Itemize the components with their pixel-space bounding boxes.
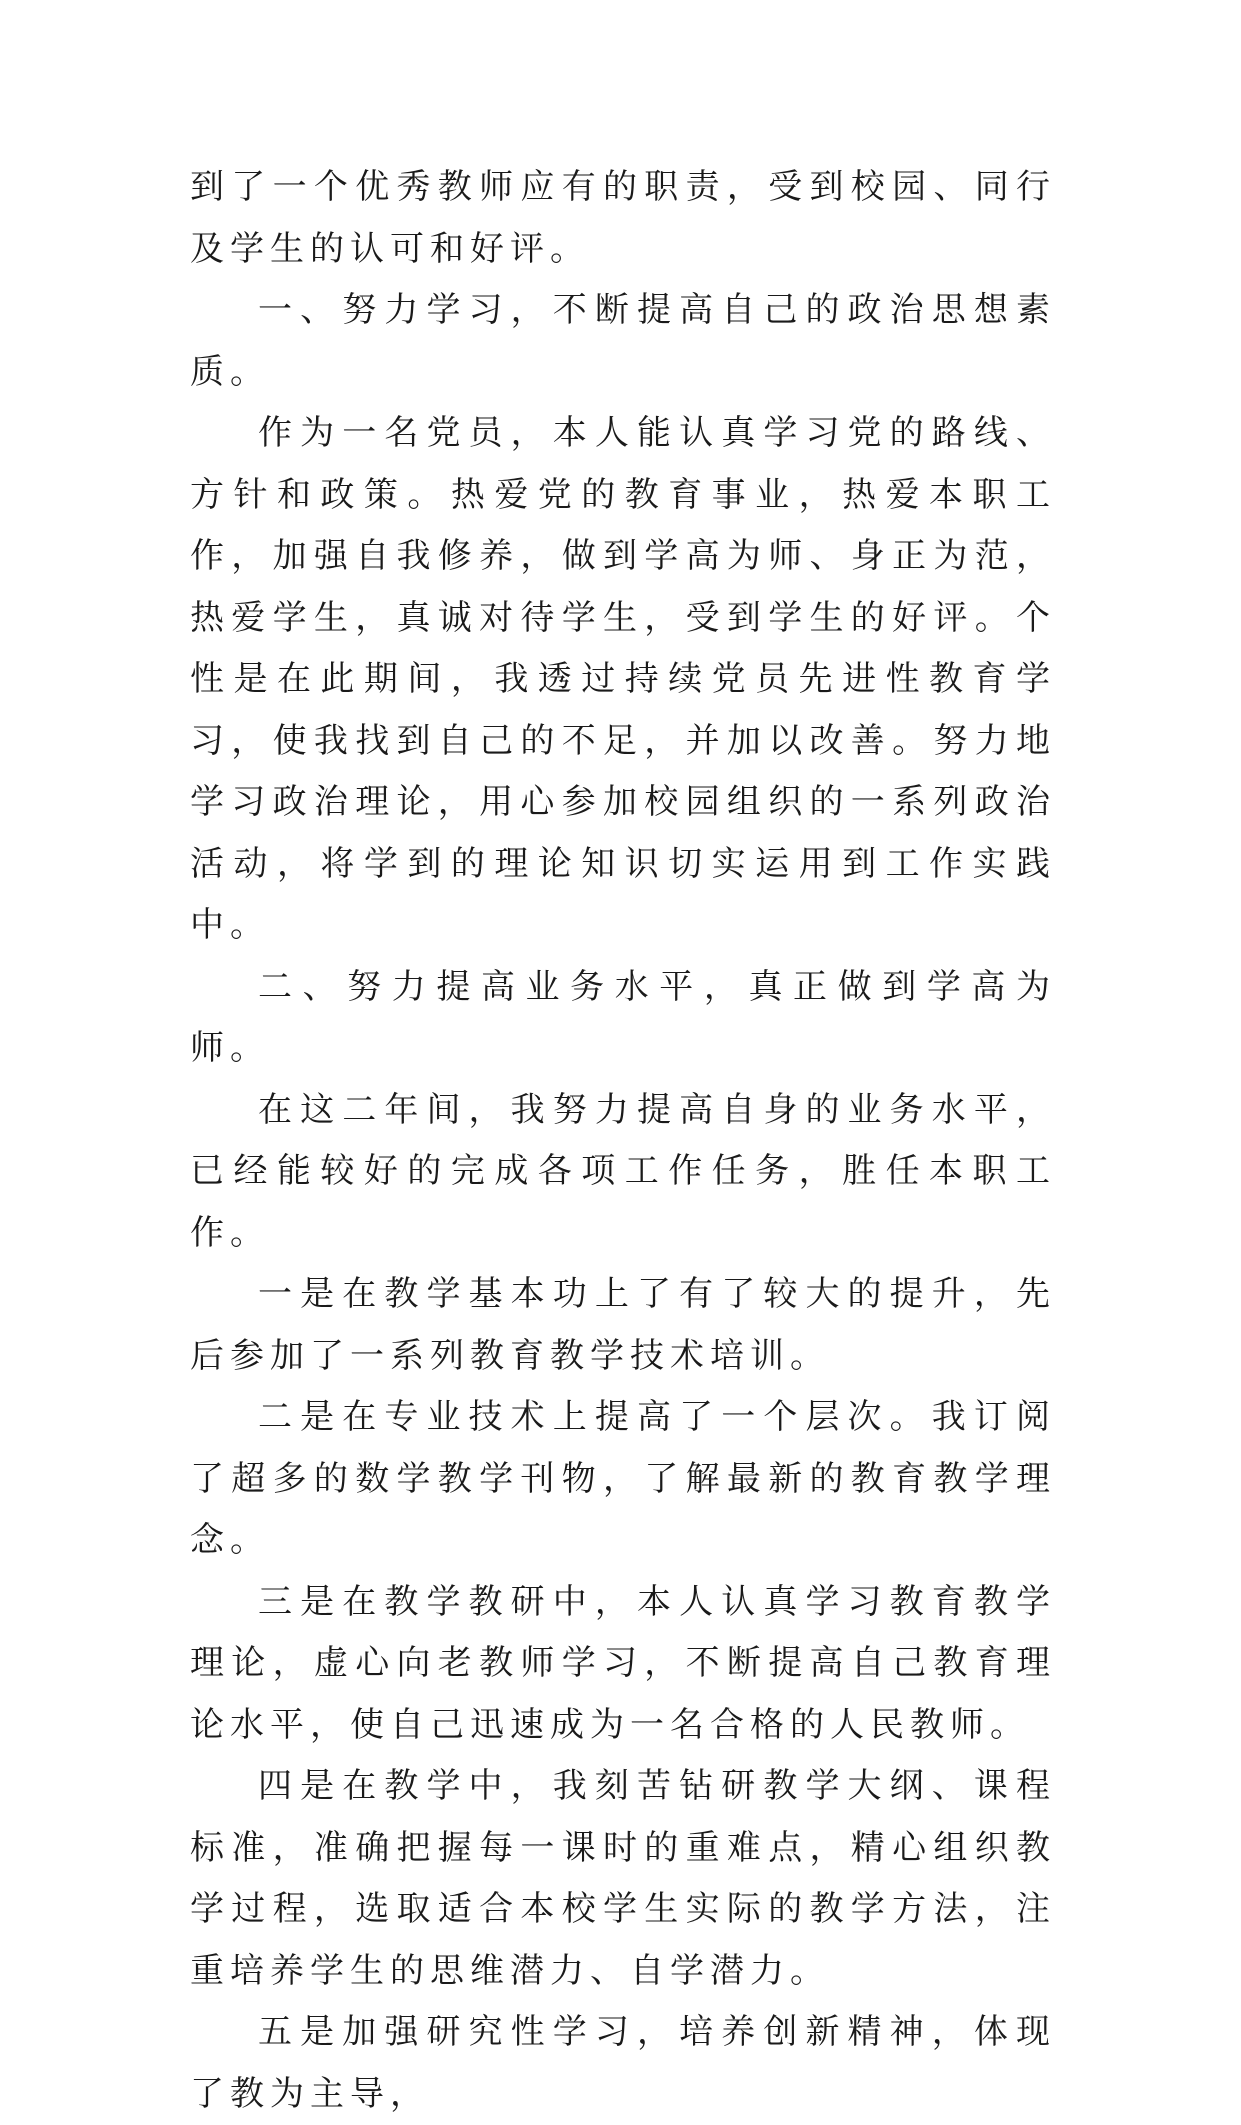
paragraph-point-1: 一是在教学基本功上了有了较大的提升，先后参加了一系列教育教学技术培训。	[190, 1274, 1056, 1376]
paragraph-point-4: 四是在教学中，我刻苦钻研教学大纲、课程标准，准确把握每一课时的重难点，精心组织教学过程，选取适合本校学生实际的教学方法，注重培养学生的思维潜力、自学潜力。	[190, 1766, 1056, 1991]
paragraph-two-years: 在这二年间，我努力提高自身的业务水平，已经能较好的完成各项工作任务，胜任本职工作。	[190, 1089, 1056, 1253]
section-heading-1: 一、努力学习，不断提高自己的政治思想素质。	[190, 290, 1056, 392]
paragraph-party-member: 作为一名党员，本人能认真学习党的路线、方针和政策。热爱党的教育事业，热爱本职工作，加强自我修养，做到学高为师、身正为范，热爱学生，真诚对待学生，受到学生的好评。个性是在此期间，我透过持续党员先进性教育学习，使我找到自己的不足，并加以改善。努力地学习政治理论，用心参加校园组织的一系列政治活动，将学到的理论知识切实运用到工作实践中。	[190, 413, 1056, 945]
paragraph-point-2: 二是在专业技术上提高了一个层次。我订阅了超多的数学教学刊物，了解最新的教育教学理念。	[190, 1397, 1056, 1560]
paragraph-point-5: 五是加强研究性学习，培养创新精神，体现了教为主导，	[190, 2012, 1056, 2114]
paragraph-continued: 到了一个优秀教师应有的职责，受到校园、同行及学生的认可和好评。	[190, 167, 1056, 269]
body-text	[190, 157, 1056, 2125]
section-heading-2: 二、努力提高业务水平，真正做到学高为师。	[190, 966, 1056, 1068]
paragraph-point-3: 三是在教学教研中，本人认真学习教育教学理论，虚心向老教师学习，不断提高自己教育理论水平，使自己迅速成为一名合格的人民教师。	[190, 1581, 1056, 1745]
